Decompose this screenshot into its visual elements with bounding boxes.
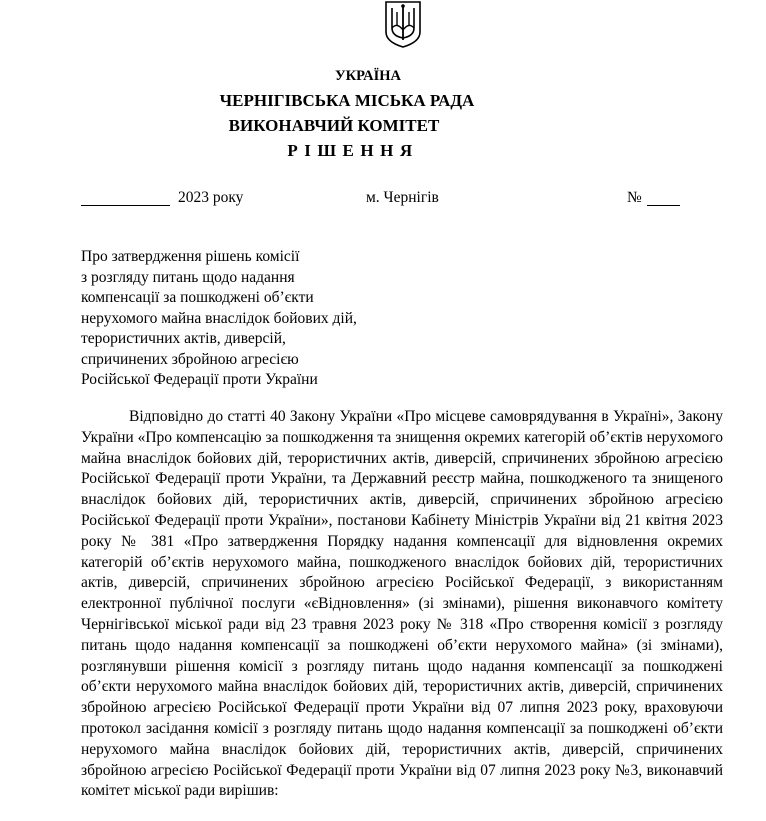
- city: м. Чернігів: [366, 189, 439, 206]
- committee-heading: ВИКОНАВЧИЙ КОМІТЕТ: [228, 116, 440, 135]
- coat-of-arms-icon: [384, 0, 422, 48]
- decision-subject: Про затвердження рішень комісії з розгляду питань щодо надання компенсації за пошкоджені об’єкти нерухомого майна внаслідок бойових дій, терористичних актів, диверсій, спричинених збройною агресією Російської Федерації проти України: [81, 248, 357, 388]
- number-label: №: [627, 189, 642, 206]
- country-heading: УКРАЇНА: [334, 68, 402, 84]
- council-heading: ЧЕРНІГІВСЬКА МІСЬКА РАДА: [219, 91, 475, 110]
- dateline: [0, 189, 766, 211]
- number-blank-line: [647, 205, 680, 206]
- document-type-heading: РІШЕННЯ: [287, 141, 419, 160]
- date-year: 2023 року: [178, 189, 244, 206]
- decision-body-paragraph: Відповідно до статті 40 Закону України «Про місцеве самоврядування в Україні», Закону України «Про компенсацію за пошкодження та знищення окремих категорій об’єктів нерухомого майна внаслідок бойових дій, терористичних актів, диверсій, спричинених збройною агресією Російської Федерації проти України, та Державний реєстр майна, пошкодженого та знищеного внаслідок бойових дій, терористичних актів, диверсій, спричинених збройною агресією Російської Федерації проти України», постанови Кабінету Міністрів України від 21 квітня 2023 року № 381 «Про затвердження Порядку надання компенсації для відновлення окремих категорій об’єктів нерухомого майна, пошкодженого внаслідок бойових дій, терористичних актів, диверсій, спричинених збройною агресією Російської Федерації, з використанням електронної публічної послуги «єВідновлення» (зі змінами), рішення виконавчого комітету Чернігівської міської ради від 23 травня 2023 року № 318 «Про створення комісії з розгляду питань щодо надання компенсації за пошкоджені об’єкти нерухомого майна» (зі змінами), розглянувши рішення комісії з розгляду питань щодо надання компенсації за пошкоджені об’єкти нерухомого майна внаслідок бойових дій, терористичних актів, диверсій, спричинених збройною агресією Російської Федерації проти України від 07 липня 2023 року, враховуючи протокол засідання комісії з розгляду питань щодо надання компенсації за пошкоджені об’єкти нерухомого майна внаслідок бойових дій, терористичних актів, диверсій, спричинених збройною агресією Російської Федерації проти України від 07 липня 2023 року №3, виконавчий комітет міської ради вирішив:: [81, 408, 723, 800]
- date-blank-line: [81, 205, 170, 206]
